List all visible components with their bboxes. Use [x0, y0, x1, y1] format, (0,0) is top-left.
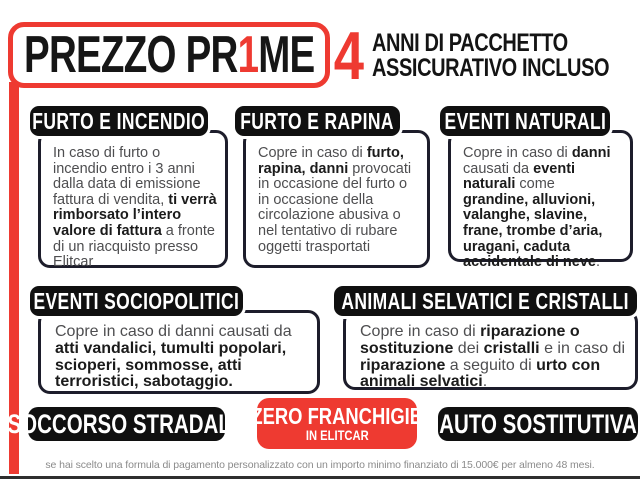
card-title-furto-rapina: FURTO E RAPINA: [235, 106, 400, 136]
title-post: ME: [257, 26, 315, 84]
footer-disclaimer: se hai scelto una formula di pagamento personalizzato con un importo minimo finanziato di 15.000€ per almeno 48 mesi.: [45, 459, 595, 471]
card-body-furto-incendio: In caso di furto o incendio entro i 3 anni dalla data di emissione fattura di vendita, ti verrà rimborsato l’intero valore di fattura a fronte di un riacquisto presso Elitcar: [38, 130, 228, 268]
card-body-eventi-sociopolitici: Copre in caso di danni causati da atti vandalici, tumulti popolari, scioperi, sommosse, atti terroristici, sabotaggio.: [38, 310, 320, 394]
card-title-furto-incendio: FURTO E INCENDIO: [30, 106, 208, 136]
zero-franchigie-line2: IN ELITCAR: [305, 427, 369, 443]
years-count: 4: [333, 18, 365, 94]
card-body-animali-selvatici-cristalli: Copre in caso di riparazione o sostituzione dei cristalli e in caso di riparazione a seguito di urto con animali selvatici.: [343, 310, 638, 390]
zero-franchigie-line1: ZERO FRANCHIGIE: [251, 403, 423, 429]
card-body-furto-rapina: Copre in caso di furto, rapina, danni provocati in occasione del furto o in occasione della circolazione abusiva o nel tentativo di rubare oggetti trasportati: [243, 130, 430, 268]
title-digit: 1: [237, 26, 258, 84]
badge-zero-franchigie: [251, 398, 423, 449]
card-title-eventi-naturali: EVENTI NATURALI: [440, 106, 610, 136]
card-body-eventi-naturali: Copre in caso di danni causati da eventi naturali come grandine, alluvioni, valanghe, slavine, frane, trombe d’aria, uragani, caduta accidentale di neve.: [448, 130, 633, 262]
page-title: [24, 25, 314, 85]
years-label-line2: ASSICURATIVO INCLUSO: [372, 54, 610, 82]
years-label: [372, 31, 609, 81]
years-label-line1: ANNI DI PACCHETTO: [372, 29, 568, 57]
badge-soccorso-stradale: SOCCORSO STRADALE: [28, 407, 225, 441]
card-title-animali-selvatici-cristalli: ANIMALI SELVATICI E CRISTALLI: [334, 286, 637, 316]
card-title-eventi-sociopolitici: EVENTI SOCIOPOLITICI: [30, 286, 243, 316]
title-box: [8, 22, 330, 88]
badge-auto-sostitutiva: AUTO SOSTITUTIVA: [438, 407, 638, 441]
bottom-rule: [0, 476, 640, 479]
title-pre: PREZZO PR: [23, 26, 238, 84]
